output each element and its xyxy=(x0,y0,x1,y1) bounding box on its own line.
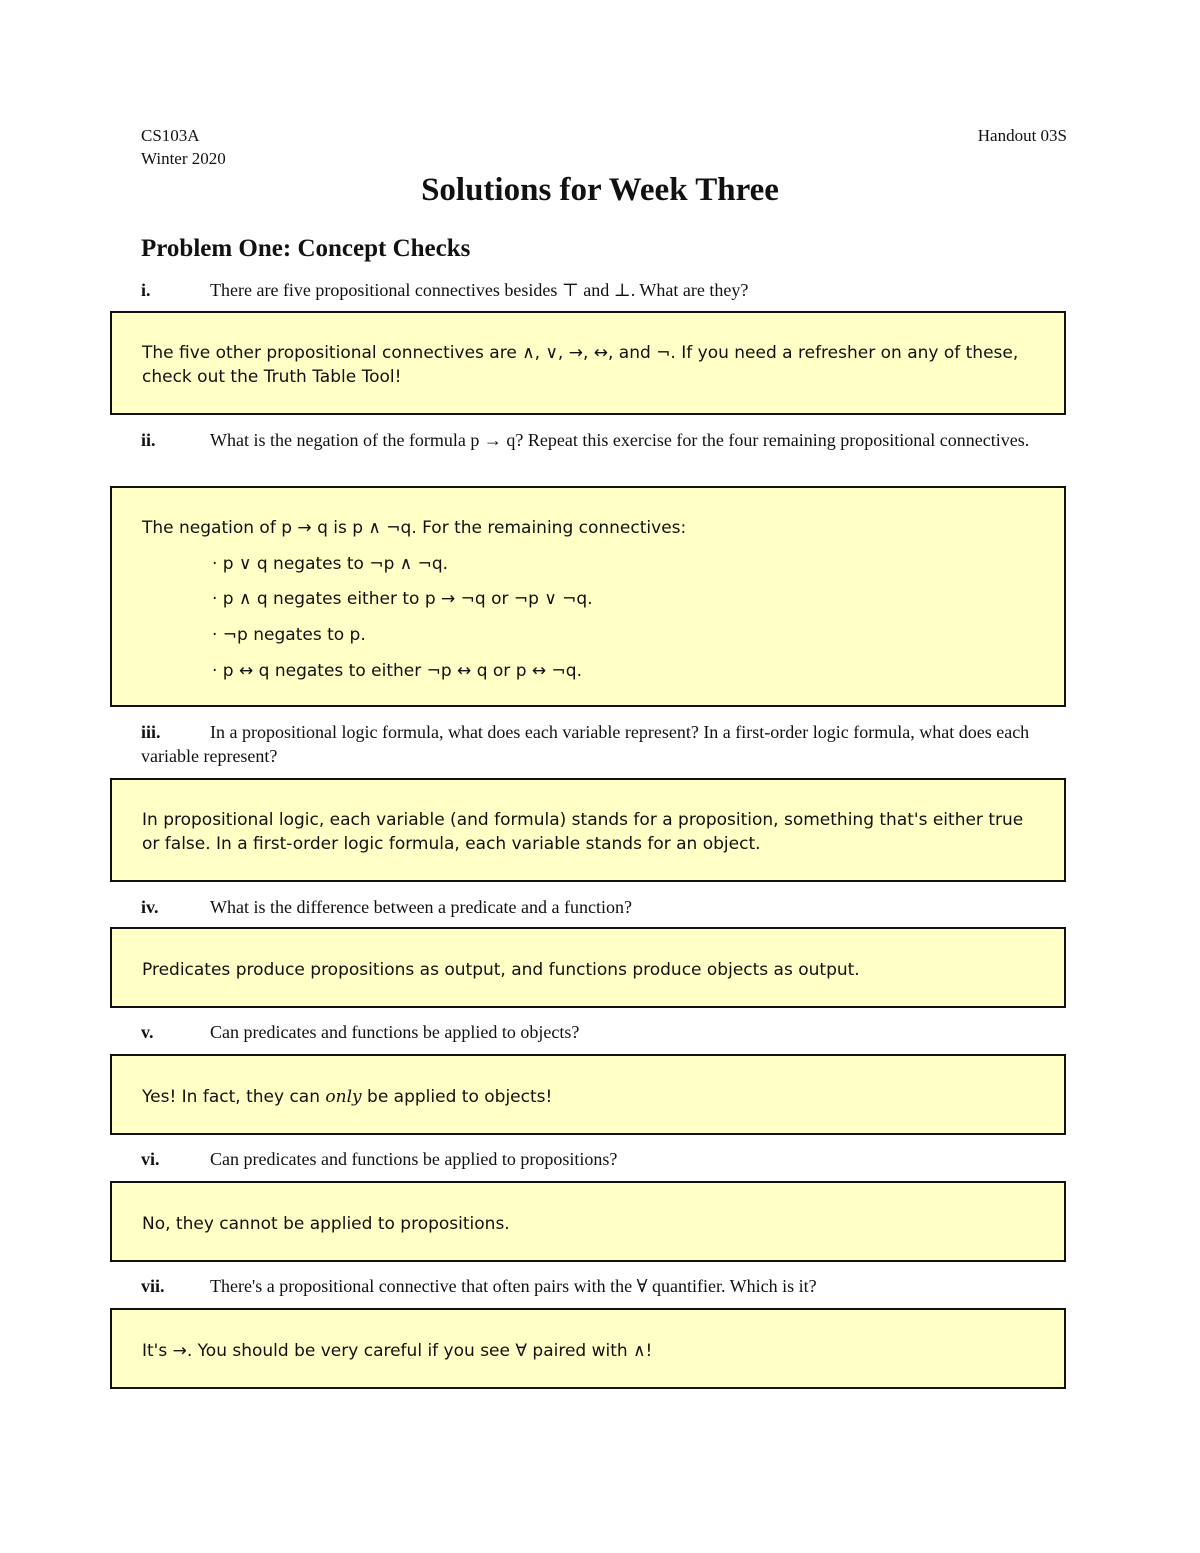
question-text: There's a propositional connective that often pairs with the ∀ quantifier. Which is it? xyxy=(210,1276,817,1296)
list-item: · ¬p negates to p. xyxy=(212,625,366,645)
question-text: Can predicates and functions be applied to propositions? xyxy=(210,1149,618,1169)
question-text: There are five propositional connectives besides ⊤ and ⊥. What are they? xyxy=(210,280,749,300)
question-6 xyxy=(141,1147,1071,1171)
question-number: vi. xyxy=(141,1149,160,1169)
question-4 xyxy=(141,895,1071,919)
handout-label: Handout 03S xyxy=(977,126,1067,145)
answer-text: No, they cannot be applied to propositions. xyxy=(142,1214,510,1234)
question-text: Can predicates and functions be applied to objects? xyxy=(210,1022,580,1042)
answer-text: The five other propositional connectives are ∧, ∨, →, ↔, and ¬. If you need a refresher on any of these, check out the Truth Table Tool! xyxy=(142,343,1019,387)
question-text: What is the negation of the formula p → q? Repeat this exercise for the four remaining propositional connectives. xyxy=(210,430,1030,450)
question-text: In a propositional logic formula, what does each variable represent? In a first-order logic formula, what does each variable represent? xyxy=(141,722,1030,766)
emphasis-text: only xyxy=(325,1087,362,1107)
question-number: iii. xyxy=(141,722,161,742)
question-7 xyxy=(141,1274,1071,1298)
course-label: CS103A xyxy=(141,126,200,145)
question-2 xyxy=(141,428,1071,452)
answer-box-6 xyxy=(110,1181,1066,1262)
answer-text: Predicates produce propositions as output, and functions produce objects as output. xyxy=(142,960,860,980)
question-5 xyxy=(141,1020,1071,1044)
answer-box-7 xyxy=(110,1308,1066,1389)
answer-box-1 xyxy=(110,311,1066,415)
question-number: v. xyxy=(141,1022,154,1042)
question-3 xyxy=(141,720,1071,768)
answer-box-3 xyxy=(110,778,1066,882)
question-number: iv. xyxy=(141,897,159,917)
question-number: vii. xyxy=(141,1276,165,1296)
section-heading: Problem One: Concept Checks xyxy=(141,235,471,262)
answer-box-4 xyxy=(110,927,1066,1008)
answer-text-start: Yes! In fact, they can xyxy=(142,1087,320,1107)
question-text: What is the difference between a predicate and a function? xyxy=(210,897,632,917)
question-number: ii. xyxy=(141,430,156,450)
answer-text-end: be applied to objects! xyxy=(367,1087,553,1107)
answer-text xyxy=(142,1085,1036,1109)
question-number: i. xyxy=(141,280,151,300)
list-item: · p ∧ q negates either to p → ¬q or ¬p ∨ ¬q. xyxy=(212,589,593,609)
term-label: Winter 2020 xyxy=(141,149,226,168)
question-1 xyxy=(141,278,1071,302)
answer-box-5 xyxy=(110,1054,1066,1135)
answer-text: It's →. You should be very careful if you see ∀ paired with ∧! xyxy=(142,1341,653,1361)
answer-intro: The negation of p → q is p ∧ ¬q. For the remaining connectives: xyxy=(142,518,687,538)
list-item: · p ∨ q negates to ¬p ∧ ¬q. xyxy=(212,554,449,574)
answer-text: In propositional logic, each variable (and formula) stands for a proposition, something that's either true or false. In a first-order logic formula, each variable stands for an object. xyxy=(142,810,1024,854)
list-item: · p ↔ q negates to either ¬p ↔ q or p ↔ ¬q. xyxy=(212,661,582,681)
answer-box-2 xyxy=(110,486,1066,707)
page-title: Solutions for Week Three xyxy=(421,172,779,208)
